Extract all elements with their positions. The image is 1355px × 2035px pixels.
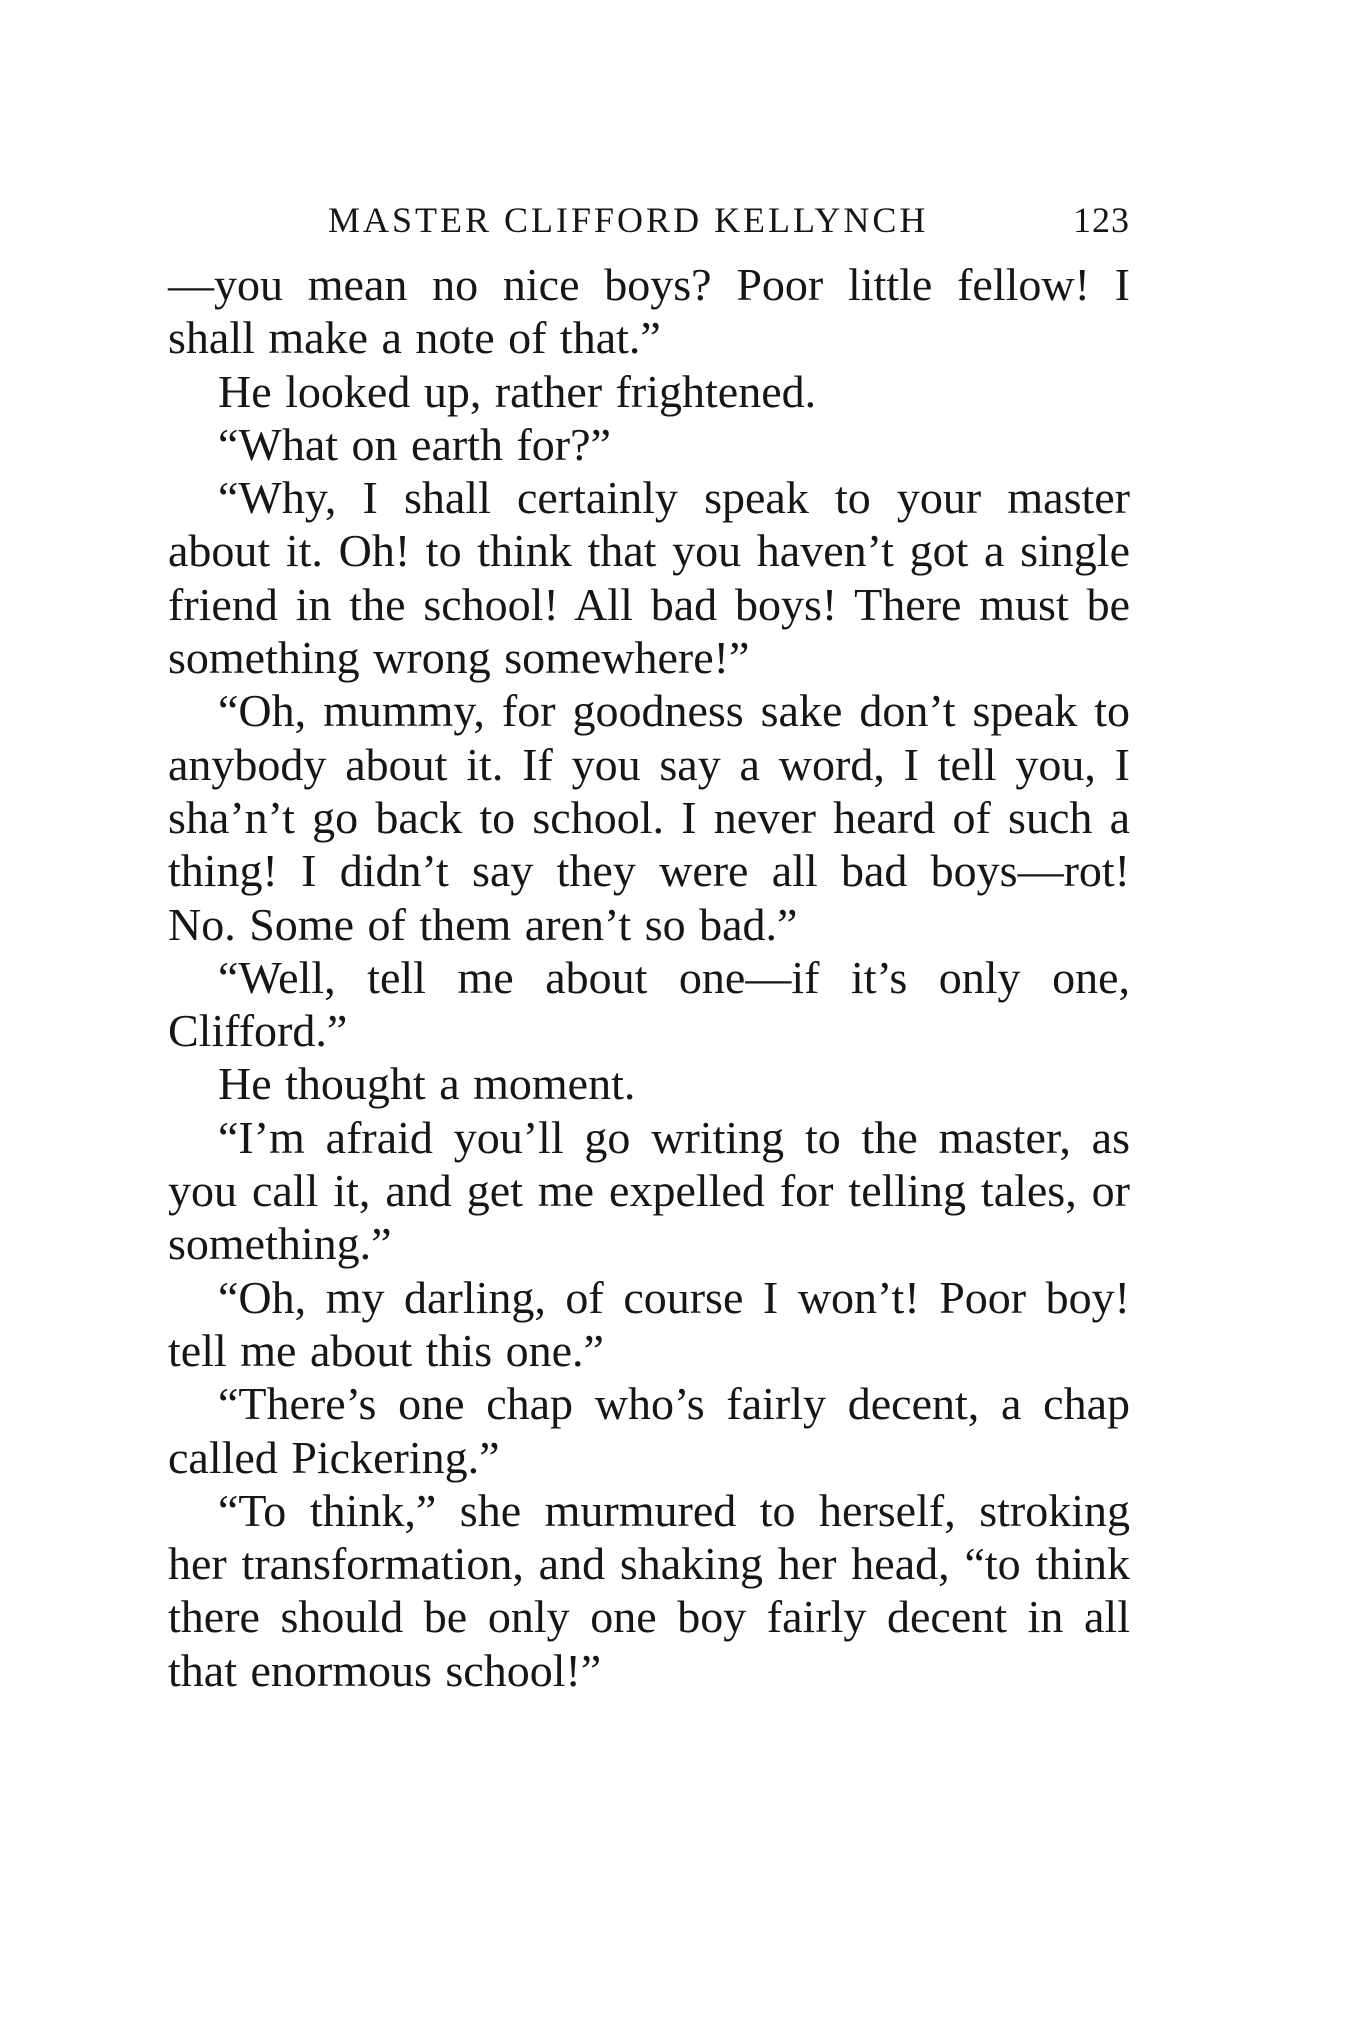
body-text [168,258,1130,1697]
paragraph: “Oh, my darling, of course I won’t! Poor boy! tell me about this one.” [168,1271,1130,1376]
paragraph: “What on earth for?” [218,418,611,470]
paragraph: “There’s one chap who’s fairly decent, a chap called Pickering.” [168,1378,1130,1483]
paragraph-continuation: —you mean no nice boys? Poor little fellow! I shall make a note of that.” [168,259,1130,364]
paragraph: “Well, tell me about one—if it’s only one, Clifford.” [168,951,1130,1057]
paragraph: “Oh, mummy, for goodness sake don’t speak to anybody about it. If you say a word, I tell you, I sha’n’t go back to school. I never heard of such a thing! I didn’t say they were all bad boys—rot! No. Some of them aren’t so bad.” [168,685,1130,950]
paragraph: “To think,” she murmured to herself, stroking her transformation, and shaking her head, “to think there should be only one boy fairly decent in all that enormous school!” [168,1484,1130,1696]
running-head [168,190,1130,250]
paragraph: “I’m afraid you’ll go writing to the master, as you call it, and get me expelled for telling tales, or something.” [168,1111,1130,1270]
page-number: 123 [1073,200,1130,240]
paragraph: He looked up, rather frightened. [218,365,817,417]
paragraph: “Why, I shall certainly speak to your master about it. Oh! to think that you haven’t got a single friend in the school! All bad boys! There must be something wrong somewhere!” [168,472,1130,684]
paragraph: He thought a moment. [218,1058,636,1110]
running-title: MASTER CLIFFORD KELLYNCH [328,200,929,240]
